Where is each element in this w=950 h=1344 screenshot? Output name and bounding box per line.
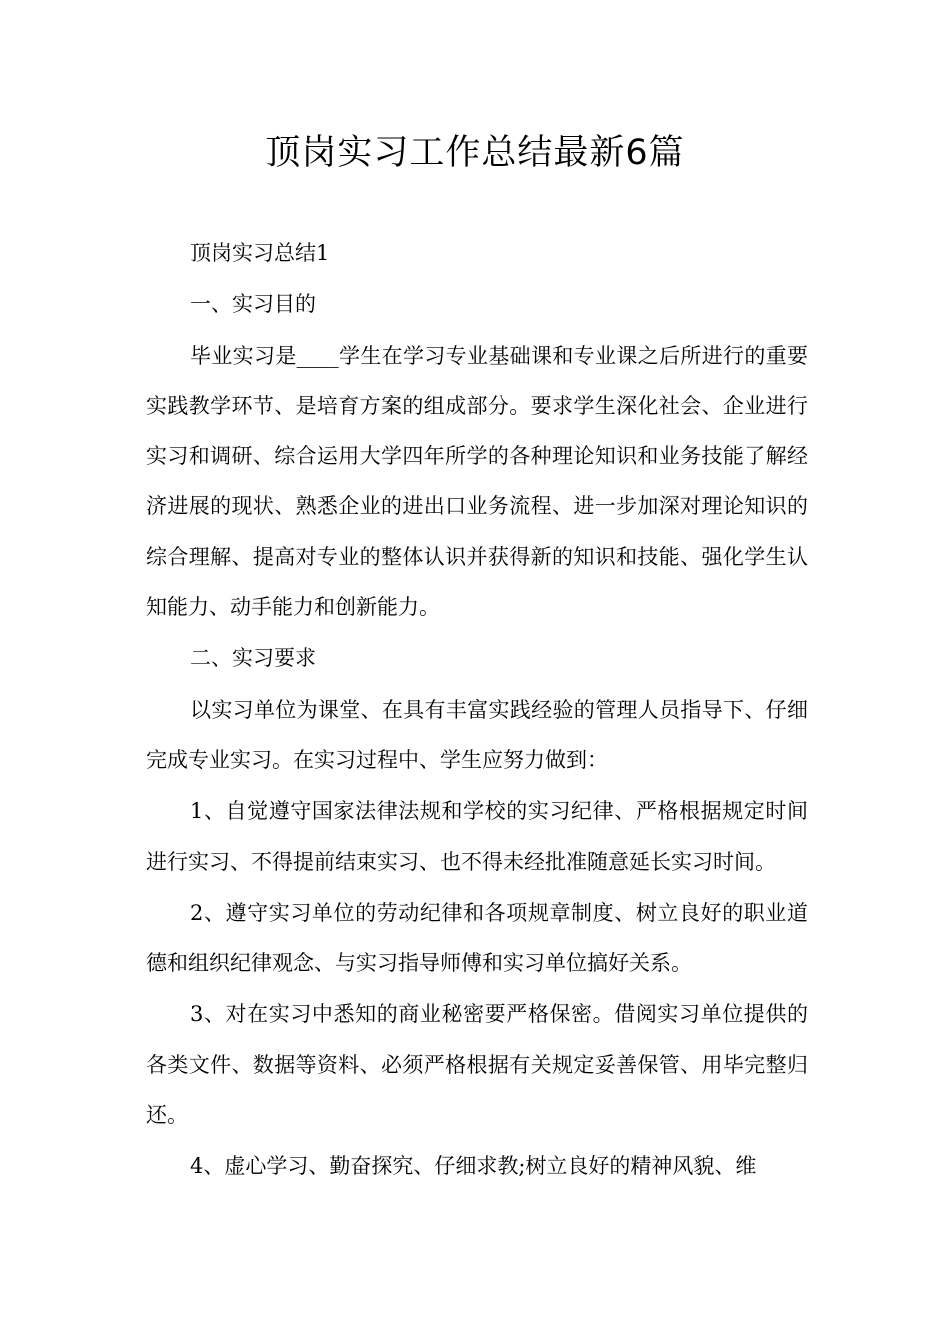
list-item: 3、对在实习中悉知的商业秘密要严格保密。借阅实习单位提供的各类文件、数据等资料、必须严格根据有关规定妥善保管、用毕完整归还。 <box>146 1002 808 1128</box>
section-heading: 顶岗实习总结1 <box>190 241 330 265</box>
list-item: 4、虚心学习、勤奋探究、仔细求教;树立良好的精神风貌、维 <box>190 1154 757 1179</box>
document-title: 顶岗实习工作总结最新6篇 <box>265 133 685 173</box>
subsection-heading: 一、实习目的 <box>190 292 316 317</box>
list-item: 2、遵守实习单位的劳动纪律和各项规章制度、树立良好的职业道德和组织纪律观念、与实习指导师傅和实习单位搞好关系。 <box>146 900 808 976</box>
subsection-heading: 二、实习要求 <box>190 646 316 671</box>
paragraph: 以实习单位为课堂、在具有丰富实践经验的管理人员指导下、仔细完成专业实习。在实习过程中、学生应努力做到： <box>146 697 808 772</box>
paragraph: 毕业实习是____学生在学习专业基础课和专业课之后所进行的重要实践教学环节、是培育方案的组成部分。要求学生深化社会、企业进行实习和调研、综合运用大学四年所学的各种理论知识和业务技能了解经济进展的现状、熟悉企业的进出口业务流程、进一步加深对理论知识的综合理解、提高对专业的整体认识并获得新的知识和技能、强化学生认知能力、动手能力和创新能力。 <box>146 343 808 620</box>
document-body <box>146 228 808 1193</box>
list-item: 1、自觉遵守国家法律法规和学校的实习纪律、严格根据规定时间进行实习、不得提前结束实习、也不得未经批准随意延长实习时间。 <box>146 799 808 874</box>
